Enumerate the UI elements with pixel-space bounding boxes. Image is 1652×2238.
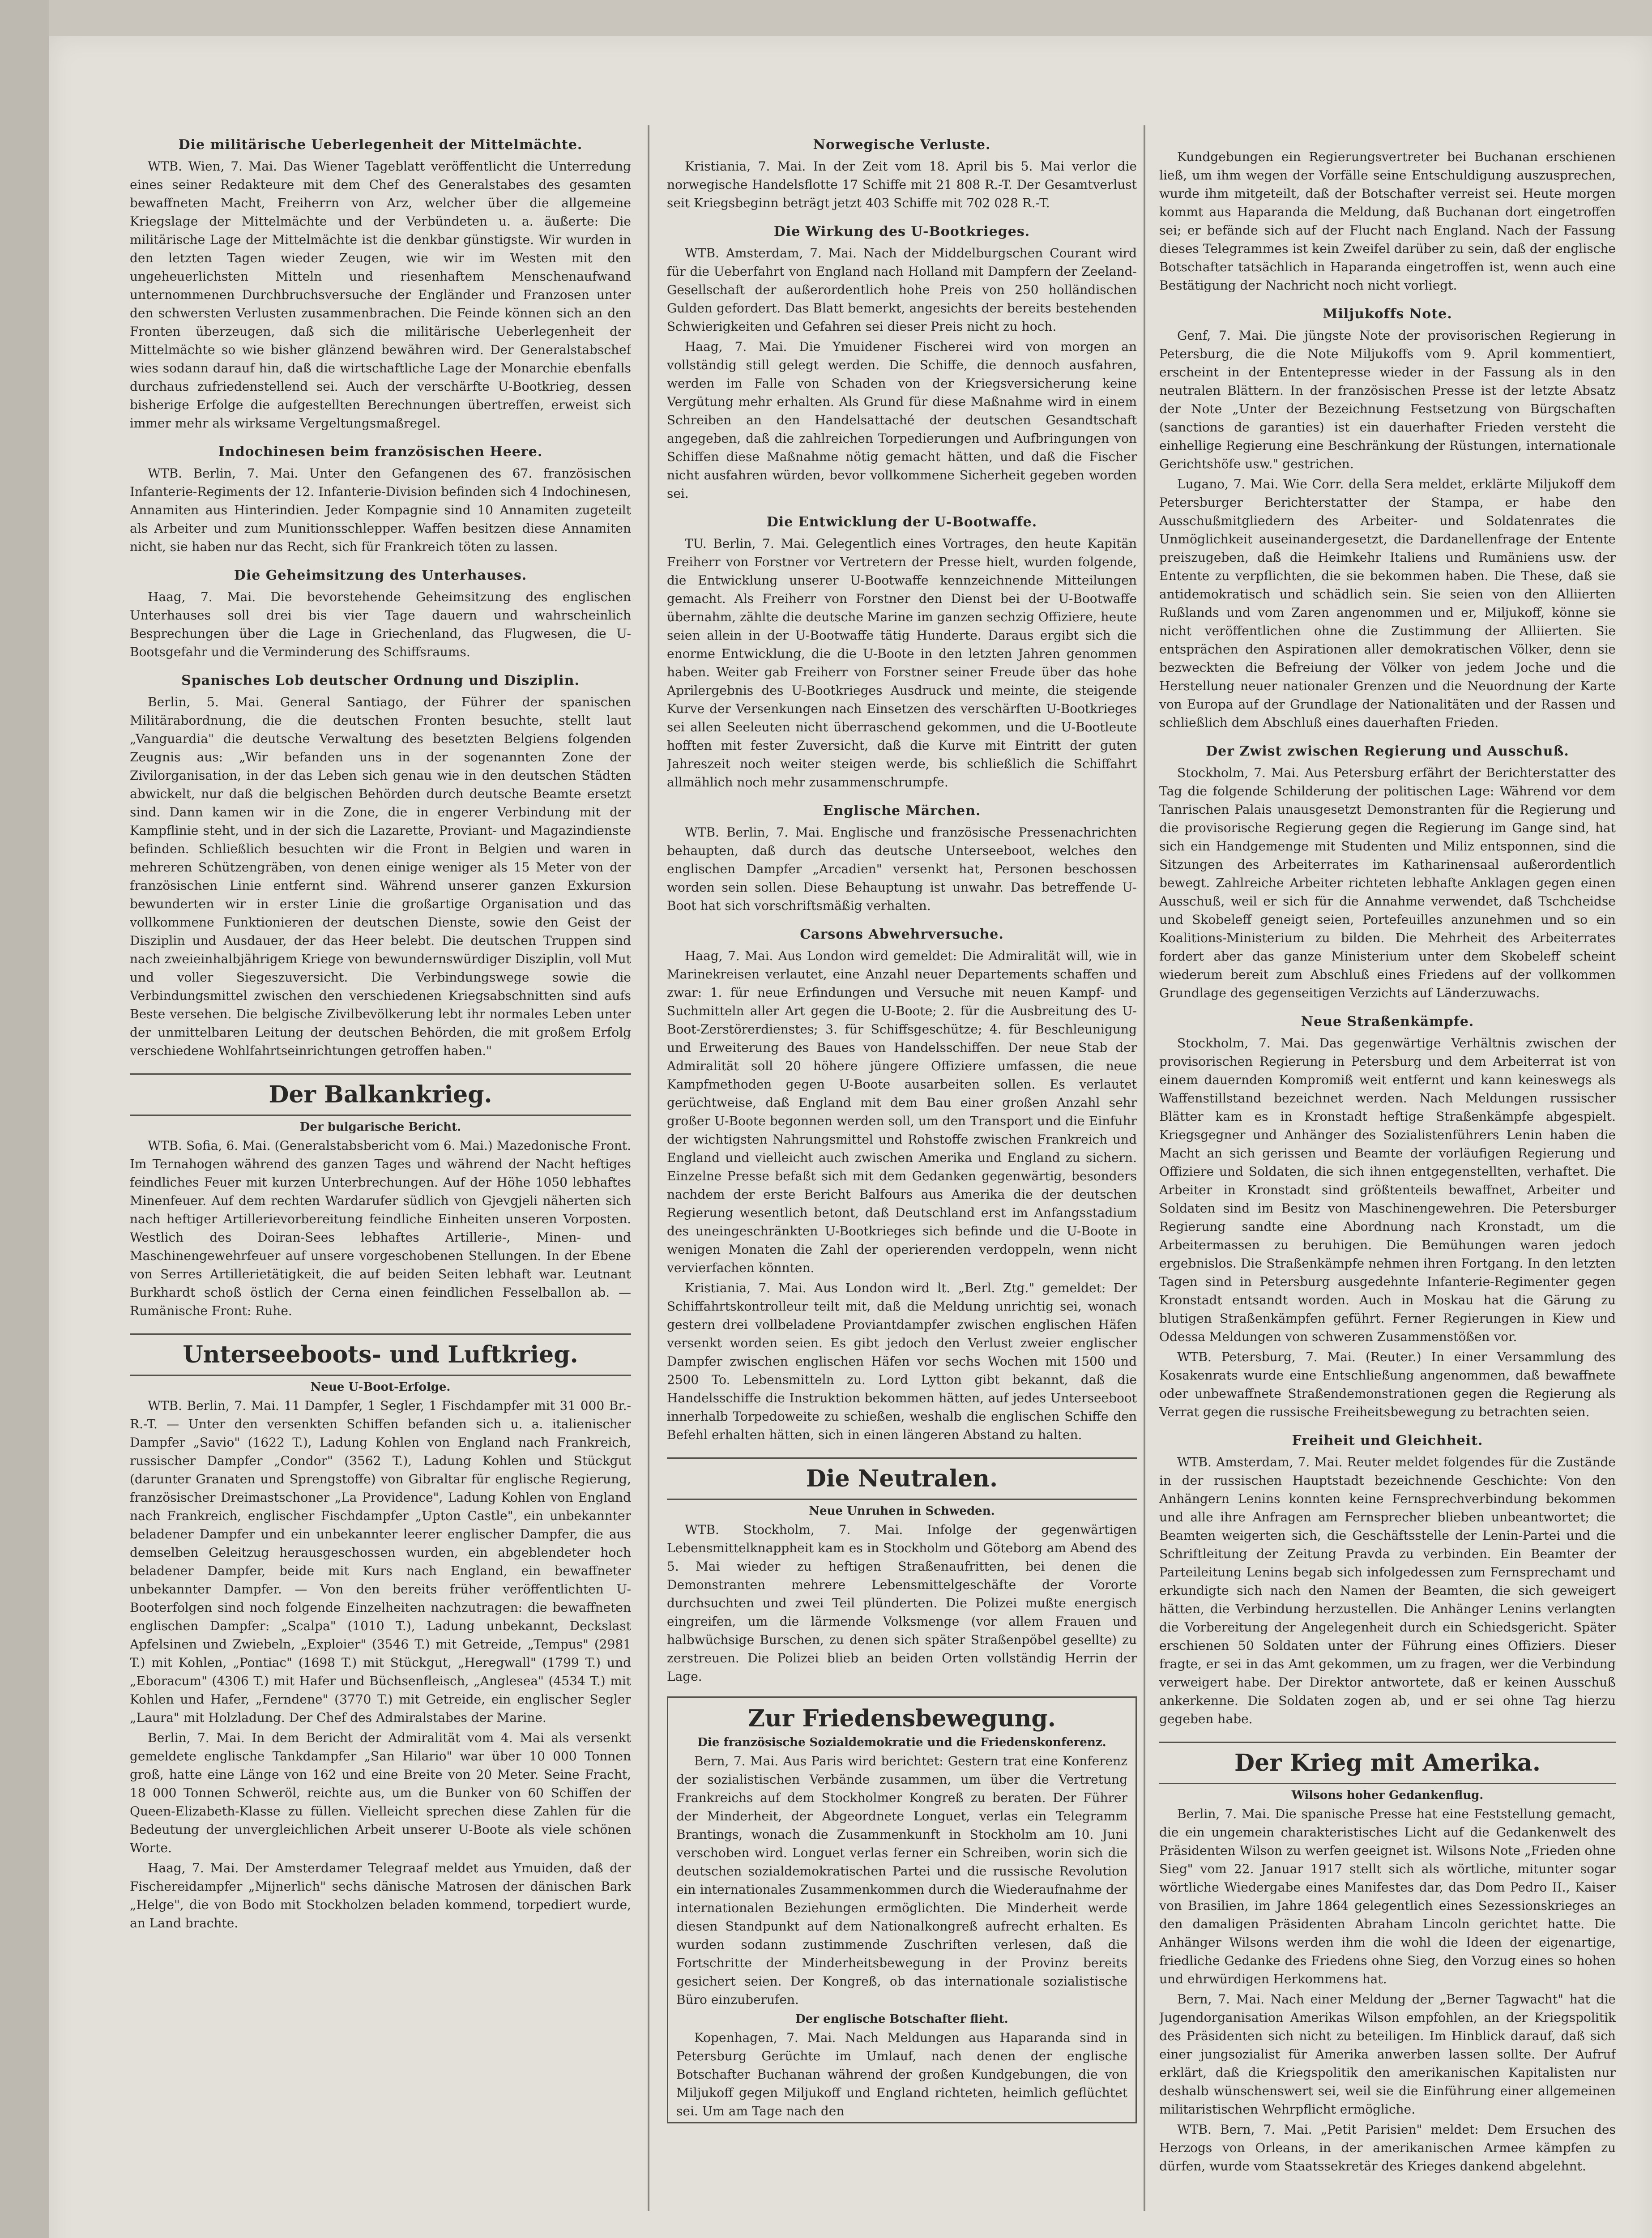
article-heading: Wilsons hoher Gedankenflug. (1291, 1789, 1484, 1802)
article-text: Berlin, 7. Mai. In dem Bericht der Admiralität vom 4. Mai als versenkt gemeldete englische Tankdampfer „San Hilario" war über 10 000 Tonnen groß, hatte eine Länge von 162 und eine Breite von 20 Meter. Seine Fracht, 18 000 Tonnen Schweröl, reichte aus, um die Bunker von 60 Schiffen der Queen-Elizabeth-Klasse zu füllen. Vielleicht sprechen diese Zahlen für die Bedeutung der unvergleichlichen Arbeit unserer U-Boote als viele schönen Worte. (130, 1730, 631, 1855)
article-text: Genf, 7. Mai. Die jüngste Note der provisorischen Regierung in Petersburg, die die Note Miljukoffs vom 9. April kommentiert, erscheint in der Ententepresse wieder in der Fassung als in den neutralen Blättern. In der französischen Presse ist der letzte Absatz der Note „Unter der Bezeichnung Festsetzung von Bürgschaften (sanctions de garanties) ist ein dauerhafter Frieden versteht die einhellige Regierung eine Beschränkung der Rüstungen, internationale Gerichtshöfe usw." gestrichen. (1159, 328, 1616, 471)
article-text: WTB. Berlin, 7. Mai. Englische und französische Pressenachrichten behaupten, daß durch das deutsche Unterseeboot, welches den englischen Dampfer „Arcadien" versenkt hat, Personen beschossen worden sein sollen. Diese Behauptung ist unwahr. Das betreffende U-Boot hat sich vorschriftsmäßig verhalten. (667, 825, 1137, 913)
article-heading: Miljukoffs Note. (1323, 306, 1452, 322)
article-text: WTB. Wien, 7. Mai. Das Wiener Tageblatt veröffentlicht die Unterredung eines seiner Redakteure mit dem Chef des Generalstabes des gesamten bewaffneten Macht, Freiherrn von Arz, welcher über die allgemeine Kriegslage der Mittelmächte und der Verbündeten u. a. äußerte: Die militärische Lage der Mittelmächte ist die denkbar günstigste. Wir wurden in den letzten Tagen wieder Zeugen, wie wir im Westen mit den ungeheuerlichsten Mitteln und riesenhaftem Menschenaufwand unternommenen Durchbruchsversuche der Engländer und Franzosen unter den schwersten Verlusten zusammenbrachen. Die Feinde können sich an den Fronten überzeugen, daß sich die militärische Ueberlegenheit der Mittelmächte so wie bisher glänzend bewähren wird. Der Generalstabschef wies sodann darauf hin, daß die wirtschaftliche Lage der Monarchie ebenfalls durchaus zufriedenstellend sei. Auch der verschärfte U-Bootkrieg, dessen bisherige Erfolge die aufgestellten Berechnungen übertreffen, erweist sich immer mehr als wirksame Vergeltungsmaßregel. (130, 159, 631, 431)
section-title: Die Neutralen. (667, 1457, 1137, 1500)
article-heading: Neue Unruhen in Schweden. (809, 1504, 995, 1518)
article-text: Haag, 7. Mai. Die bevorstehende Geheimsitzung des englischen Unterhauses soll drei bis vier Tage dauern und wahrscheinlich Besprechungen über die Lage in Griechenland, das Flugwesen, die U-Bootsgefahr und die Verminderung des Schiffsraums. (130, 589, 631, 659)
article-text: Bern, 7. Mai. Aus Paris wird berichtet: Gestern trat eine Konferenz der sozialistischen Verbände zusammen, um über die Vertretung Frankreichs auf dem Stockholmer Kongreß zu beraten. Der Führer der Minderheit, der Abgeordnete Longuet, verlas ein Telegramm Brantings, wonach die Zusammenkunft in Stockholm am 10. Juni verschoben wird. Longuet verlas ferner ein Schreiben, worin sich die deutschen sozialdemokratischen Partei und die russische Revolution ein internationales Zusammenkommen durch die Wiederaufnahme der internationalen Beziehungen ermöglichten. Die Minderheit werde diesen Standpunkt auf dem Nationalkongreß aufrecht erhalten. Es wurden sodann zustimmende Zuschriften verlesen, daß die Fortschritte der Minderheitsbewegung in der Provinz bereits gesichert seien. Der Kongreß, ob das internationale sozialistische Büro einzuberufen. (676, 1754, 1127, 2007)
section-title: Der Balkankrieg. (130, 1073, 631, 1116)
article-text: Lugano, 7. Mai. Wie Corr. della Sera meldet, erklärte Miljukoff dem Petersburger Berichterstatter der Stampa, er habe den Ausschußmitgliedern des Arbeiter- und Soldatenrates die Unmöglichkeit auseinandergesetzt, die Dardanellenfrage der Entente preiszugeben, daß die Heimkehr Italiens und Rumäniens usw. der Entente zu verpflichten, die sie bekommen haben. Die These, daß sie antidemokratisch und schädlich sein. Sie seien von den Alliierten Rußlands und vom Zaren angenommen und er, Miljukoff, könne sie nicht veröffentlichen ohne die Zustimmung der Alliierten. Sie entsprächen den Aspirationen aller demokratischen Völker, denn sie bezweckten die Befreiung der Völker von jedem Joche und die Herstellung neuer nationaler Grenzen und die Neuordnung der Karte von Europa auf der Grundlage der Nationalitäten und der Rassen und schließlich dem Abschluß eines dauerhaften Frieden. (1159, 477, 1616, 730)
article-text: Haag, 7. Mai. Der Amsterdamer Telegraaf meldet aus Ymuiden, daß der Fischereidampfer „Mijnerlich" sechs dänische Matrosen der dänischen Bark „Helge", die von Bodo mit Stockholzen beladen kommend, torpediert wurde, an Land brachte. (130, 1861, 631, 1930)
article-heading: Die militärische Ueberlegenheit der Mittelmächte. (178, 137, 583, 153)
boxed-section (667, 1696, 1137, 2123)
article-text: Haag, 7. Mai. Aus London wird gemeldet: Die Admiralität will, wie in Marinekreisen verlautet, eine Anzahl neuer Departements schaffen und zwar: 1. für neue Erfindungen und Versuche mit neuen Kampf- und Suchmitteln aller Art gegen die U-Boote; 2. für die Ausbreitung des U-Boot-Zerstörerdienstes; 3. für Schiffsgeschütze; 4. für Beschleunigung und Erweiterung des Baues von Handelsschiffen. Der neue Stab der Admiralität soll 20 höhere jüngere Offiziere umfassen, die neue Kampfmethoden gegen U-Boote ausarbeiten sollen. Es verlautet gerüchtweise, daß England mit dem Bau einer großen Anzahl sehr großer U-Boote begonnen werden soll, um den Transport und die Einfuhr der wichtigsten Nahrungsmittel und Rohstoffe zwischen Frankreich und England und vielleicht auch zwischen Amerika und England zu sichern. Einzelne Presse befaßt sich mit dem Gedanken gegenwärtig, besonders nachdem der erste Bericht Balfours aus Amerika die der deutschen Regierung wesentlich betont, daß Deutschland erst im Anfangsstadium des uneingeschränkten U-Bootkrieges sich befinde und die U-Boote in wenigen Monaten die Zahl der operierenden verdoppeln, wenn nicht vervierfachen könnten. (667, 948, 1137, 1275)
article-text: TU. Berlin, 7. Mai. Gelegentlich eines Vortrages, den heute Kapitän Freiherr von Forstner vor Vertretern der Presse hielt, wurden folgende, die Entwicklung unserer U-Bootwaffe kennzeichnende Mitteilungen gemacht. Als Freiherr von Forstner den Dienst bei der U-Bootwaffe übernahm, zählte die deutsche Marine im ganzen sechzig Offiziere, heute seien allein in der U-Bootwaffe tätig Hunderte. Daraus ergibt sich die enorme Entwicklung, die die U-Boote in den letzten Jahren genommen haben. Weiter gab Freiherr von Forstner seiner Freude über das hohe Aprilergebnis des U-Bootkrieges Ausdruck und meinte, die steigende Kurve der Versenkungen nach Einsetzen des verschärften U-Bootkrieges sei allen Seeleuten nicht überraschend gekommen, und die U-Bootleute hofften mit fester Zuversicht, daß die Kurve mit Eintritt der guten Jahreszeit noch weiter steigen werde, bis schließlich die Schiffahrt allmählich noch mehr zusammenschrumpfe. (667, 536, 1137, 790)
article-heading: Freiheit und Gleichheit. (1292, 1433, 1483, 1448)
article-heading: Der Zwist zwischen Regierung und Ausschuß. (1206, 743, 1569, 759)
article-heading: Spanisches Lob deutscher Ordnung und Disziplin. (181, 673, 580, 688)
section-title: Unterseeboots- und Luftkrieg. (130, 1333, 631, 1376)
article-text: WTB. Berlin, 7. Mai. Unter den Gefangenen des 67. französischen Infanterie-Regiments der 12. Infanterie-Division befinden sich 4 Indochinesen, Annamiten aus Hinterindien. Jeder Kompagnie sind 10 Annamiten zugeteilt als Arbeiter und zum Munitionsschlepper. Waffen besitzen diese Annamiten nicht, sie haben nur das Recht, sich für Frankreich töten zu lassen. (130, 466, 631, 554)
article-text: Kopenhagen, 7. Mai. Nach Meldungen aus Haparanda sind in Petersburg Gerüchte im Umlauf, nach denen der englische Botschafter Buchanan während der großen Kundgebungen, die von Miljukoff gegen Miljukoff und England richteten, heimlich geflüchtet sei. Um am Tage nach den (676, 2030, 1127, 2118)
article-text: WTB. Petersburg, 7. Mai. (Reuter.) In einer Versammlung des Kosakenrats wurde eine Entschließung angenommen, daß bewaffnete oder unbewaffnete Straßendemonstrationen gegen die Regierung als Verrat gegen die russische Freiheitsbewegung zu betrachten seien. (1159, 1350, 1616, 1419)
article-heading: Die Geheimsitzung des Unterhauses. (234, 568, 527, 583)
scan-border-left (0, 0, 49, 2238)
article-heading: Neue Straßenkämpfe. (1301, 1014, 1474, 1029)
article-text: Haag, 7. Mai. Die Ymuidener Fischerei wird von morgen an vollständig still gelegt werden. Die Schiffe, die dennoch ausfahren, werden im Falle von Schaden von der Kriegsversicherung keine Vergütung mehr erhalten. Als Grund für diese Maßnahme wird in einem Schreiben an den Handelsattaché der deutschen Gesandtschaft angegeben, daß die zahlreichen Torpedierungen und Aufbringungen von Schiffen diese Maßnahme nötig gemacht hätten, und daß die Fischer nicht ausfahren würden, bevor vollkommene Sicherheit gegeben worden sei. (667, 339, 1137, 501)
column-left (130, 125, 631, 2211)
article-text: Berlin, 7. Mai. Die spanische Presse hat eine Feststellung gemacht, die ein ungemein charakteristisches Licht auf die Gedankenwelt des Präsidenten Wilson zu werfen geeignet ist. Wilsons Note „Frieden ohne Sieg" vom 22. Januar 1917 stellt sich als wörtliche, mitunter sogar wörtliche Wiedergabe eines Manifestes dar, das Dom Pedro II., Kaiser von Brasilien, im Jahre 1864 gelegentlich eines Sezessionskrieges an den damaligen Präsidenten Abraham Lincoln gerichtet hatte. Die Anhänger Wilsons werden ihm die wohl die Ideen der eigenartige, friedliche Gedanke des Friedens ohne Sieg, den Vorzug eines so hohen und ehrwürdigen Herkommens hat. (1159, 1807, 1616, 1986)
article-heading: Carsons Abwehrversuche. (800, 927, 1004, 942)
article-heading: Die französische Sozialdemokratie und die Friedenskonferenz. (697, 1736, 1106, 1749)
article-text: WTB. Stockholm, 7. Mai. Infolge der gegenwärtigen Lebensmittelknappheit kam es in Stockholm und Göteborg am Abend des 5. Mai wieder zu heftigen Straßenaufritten, bei denen die Demonstranten mehrere Lebensmittelgeschäfte der Vororte durchsuchten und zwei Teil plünderten. Die Polizei mußte energisch eingreifen, um die lärmende Volksmenge (vor allem Frauen und halbwüchsige Burschen, zu denen sich später Straßenpöbel gesellte) zu zerstreuen. Die Polizei blieb an beiden Orten vollständig Herrin der Lage. (667, 1522, 1137, 1684)
article-text: WTB. Amsterdam, 7. Mai. Reuter meldet folgendes für die Zustände in der russischen Hauptstadt bezeichnende Geschichte: Von den Anhängern Lenins konnten keine Fernsprechverbindung bekommen und alle ihre Anfragen am Fernsprecher blieben unbeantwortet; die Beamten weigerten sich, die Geschäftsstelle der Lenin-Partei und die Schriftleitung der Zeitung Pravda zu verbinden. Ein Beamter der Parteileitung Lenins begab sich infolgedessen zum Fernsprechamt und erkundigte sich nach den Namen der Beamten, die sich geweigert hätten, die Verbindung herzustellen. Die Anhänger Lenins verlangten die Vorbereitung der Angelegenheit durch ein Schiedsgericht. Später erschienen 50 Soldaten unter der Führung eines Offiziers. Dieser fragte, er sei in das Amt gekommen, um zu fragen, wer die Verbindung verweigert habe. Der Direktor antwortete, daß er keinen Ausschuß ankerkenne. Die Soldaten zogen ab, und er sei ohne Tag hierzu gegeben habe. (1159, 1455, 1616, 1726)
article-text: WTB. Berlin, 7. Mai. 11 Dampfer, 1 Segler, 1 Fischdampfer mit 31 000 Br.-R.-T. — Unter den versenkten Schiffen befanden sich u. a. italienischer Dampfer „Savio" (1622 T.), Ladung Kohlen von England nach Frankreich, russischer Dampfer „Condor" (3562 T.), Ladung Kohlen und Stückgut (darunter Granaten und Sprengstoffe) von Gibraltar für englische Regierung, französischer Dreimastschoner „La Providence", Ladung Kohlen von England nach Frankreich, englischer Fischdampfer „Upton Castle", ein unbekannter beladener Dampfer und ein unbekannter leerer englischer Dampfer, die aus demselben Geleitzug herausgeschossen wurden, ein abgeblendeter hoch beladener Dampfer, beide mit Kurs nach England, ein bewaffneter unbekannter Dampfer. — Von den bereits früher veröffentlichten U-Booterfolgen sind noch folgende Einzelheiten nachzutragen: die bewaffneten englischen Dampfer: „Scalpa" (1010 T.), Ladung unbekannt, Deckslast Apfelsinen und Zwiebeln, „Exploier" (3546 T.) mit Getreide, „Tempus" (2981 T.) mit Kohlen, „Pontiac" (1698 T.) mit Stückgut, „Heregwall" (1799 T.) und „Eboracum" (4306 T.) mit Hafer und Büchsenfleisch, „Anglesea" (4534 T.) mit Kohlen und Hafer, „Ferndene" (3770 T.) mit Getreide, ein englischer Segler „Laura" mit Holzladung. Der Chef des Admiralstabes der Marine. (130, 1398, 631, 1725)
article-text: WTB. Amsterdam, 7. Mai. Nach der Middelburgschen Courant wird für die Ueberfahrt von England nach Holland mit Dampfern der Zeeland-Gesellschaft der außerordentlich hohe Preis von 250 holländischen Gulden gefordert. Das Blatt bemerkt, angesichts der bereits bestehenden Schwierigkeiten und Gefahren sei dieser Preis nicht zu hoch. (667, 246, 1137, 334)
scan-border-top (0, 0, 1652, 36)
article-text: Stockholm, 7. Mai. Das gegenwärtige Verhältnis zwischen der provisorischen Regierung in Petersburg und dem Arbeiterrat ist von einem dauernden Kompromiß weit entfernt und kann keineswegs als Waffenstillstand bezeichnet werden. Nach Meldungen russischer Blätter kam es in Kronstadt heftige Straßenkämpfe abgespielt. Kriegsgegner und Anhänger des Sozialistenführers Lenin haben die Macht an sich gerissen und Beamte der vorläufigen Regierung und Offiziere und Soldaten, die sich ihnen entgegenstellten, verhaftet. Die Arbeiter in Kronstadt sind größtenteils bewaffnet, Arbeiter und Soldaten sind im Besitz von Maschinengewehren. Die Petersburger Regierung sandte eine Abordnung nach Kronstadt, um die Arbeitermassen zu beruhigen. Die Bemühungen waren jedoch ergebnislos. Die Straßenkämpfe nehmen ihren Fortgang. In den letzten Tagen sind in Petersburg ausgedehnte Infanterie-Regimenter gegen Kronstadt entsandt worden. Auch in Moskau hat die Gärung zu blutigen Straßenkämpfen geführt. Ferner Regierungen in Kiew und Odessa Meldungen von schweren Zusammenstößen vor. (1159, 1036, 1616, 1344)
article-text: Kristiania, 7. Mai. Aus London wird lt. „Berl. Ztg." gemeldet: Der Schiffahrtskontrolleur teilt mit, daß die Meldung unrichtig sei, wonach gestern drei vollbeladene Proviantdampfer zwischen englischen Häfen versenkt worden seien. Es gibt jedoch den Verlust zweier englischer Dampfer zwischen englischen Häfen vor sechs Wochen mit 1500 und 2500 To. Lebensmitteln zu. Lord Lytton gibt bekannt, daß die Handelsschiffe die Instruktion bekommen hätten, auf jedes Unterseeboot innerhalb Torpedoweite zu schießen, weshalb die englischen Schiffe den Befehl erhalten hätten, sich in einen längeren Abstand zu halten. (667, 1281, 1137, 1442)
column-rule (1144, 125, 1145, 2211)
section-title: Der Krieg mit Amerika. (1159, 1742, 1616, 1784)
article-text: Kristiania, 7. Mai. In der Zeit vom 18. April bis 5. Mai verlor die norwegische Handelsflotte 17 Schiffe mit 21 808 R.-T. Der Gesamtverlust seit Kriegsbeginn beträgt jetzt 403 Schiffe mit 702 028 R.-T. (667, 159, 1137, 210)
article-text: Berlin, 5. Mai. General Santiago, der Führer der spanischen Militärabordnung, die die deutschen Fronten besuchte, stellt laut „Vanguardia" die deutsche Verwaltung des besetzten Belgiens folgenden Zeugnis aus: „Wir befanden uns in der sogenannten Zone der Zivilorganisation, in der das Leben sich genau wie in den deutschen Städten abwickelt, nur daß die belgischen Behörden durch deutsche Beamte ersetzt sind. Dann kamen wir in die Zone, die in engerer Verbindung mit der Kampflinie steht, und in der sich die Lazarette, Proviant- und Magazindienste befinden. Schließlich besuchten wir die Front in Belgien und waren in mehreren Schützengräben, von denen einige weniger als 15 Meter von der französischen Linie entfernt sind. Während unserer ganzen Exkursion bewunderten wir in erster Linie die großartige Organisation und das vollkommene Funktionieren der deutschen Dienste, sowie den Geist der Disziplin und Ausdauer, der das Heer belebt. Die deutschen Truppen sind nach zweieinhalbjährigem Kriege von bewundernswürdiger Disziplin, voll Mut und voller Siegeszuversicht. Die Verbindungswege sowie die Verbindungsmittel zwischen den verschiedenen Kriegsabschnitten sind aufs Beste versehen. Die belgische Zivilbevölkerung lebt ihr normales Leben unter der unmittelbaren Leitung der deutschen Behörden, die mit großem Erfolg verschiedene Wohlfahrtseinrichtungen getroffen haben." (130, 695, 631, 1058)
article-heading: Norwegische Verluste. (813, 137, 991, 153)
article-text: Kundgebungen ein Regierungsvertreter bei Buchanan erschienen ließ, um ihm wegen der Vorfälle seine Entschuldigung auszusprechen, wurde ihm mitgeteilt, daß der Botschafter verreist sei. Heute morgen kommt aus Haparanda die Meldung, daß Buchanan dort eingetroffen sei; er befände sich auf der Flucht nach England. Nach der Fassung dieses Telegrammes ist kein Zweifel darüber zu sein, daß der englische Botschafter tatsächlich in Haparanda eingetroffen ist, wenn auch eine Bestätigung der Nachricht noch nicht vorliegt. (1159, 149, 1616, 293)
article-heading: Die Entwicklung der U-Bootwaffe. (766, 514, 1037, 530)
article-heading: Der englische Botschafter flieht. (795, 2012, 1008, 2026)
article-heading: Die Wirkung des U-Bootkrieges. (773, 224, 1030, 239)
article-heading: Englische Märchen. (823, 803, 981, 819)
section-title: Zur Friedensbewegung. (748, 1705, 1056, 1732)
article-heading: Der bulgarische Bericht. (299, 1120, 461, 1134)
column-rule (648, 125, 649, 2211)
article-text: Bern, 7. Mai. Nach einer Meldung der „Berner Tagwacht" hat die Jugendorganisation Amerikas Wilson empfohlen, an der Kriegspolitik des Präsidenten sich nicht zu beteiligen. Im Hinblick darauf, daß sich einer jungsozialist für Amerika anwerben lassen sollte. Der Aufruf erklärt, daß die Kriegspolitik den amerikanischen Kapitalisten nur deshalb wünschenswert sei, weil sie die Einführung einer allgemeinen militaristischen Wehrpflicht ermögliche. (1159, 1992, 1616, 2117)
article-text: Stockholm, 7. Mai. Aus Petersburg erfährt der Berichterstatter des Tag die folgende Schilderung der politischen Lage: Während vor dem Tanrischen Palais unausgesetzt Demonstranten für die Regierung und die provisorische Regierung gegen die Regierung im Gange sind, hat sich ein Handgemenge mit Studenten und Miliz entsponnen, sind die Sitzungen des Arbeiterrates im Katharinensaal außerordentlich bewegt. Zahlreiche Arbeiter richteten lebhafte Anklagen gegen einen Ausschuß, weil er sich für die Annahme verwendet, daß Tschcheidse und Skobeleff geneigt seien, Portefeuilles anzunehmen und so ein Koalitions-Ministerium zu bilden. Die Mehrheit des Arbeiterrates fordert aber das ganze Ministerium unter dem Skobeleff scheint wiederum bereit zum Abschluß eines Friedens auf der vollkommen Grundlage des gegenseitigen Verzichts auf Länderzuwachs. (1159, 765, 1616, 1000)
column-middle (667, 125, 1137, 2211)
article-heading: Neue U-Boot-Erfolge. (310, 1380, 451, 1394)
article-text: WTB. Bern, 7. Mai. „Petit Parisien" meldet: Dem Ersuchen des Herzogs von Orleans, in der amerikanischen Armee kämpfen zu dürfen, wurde vom Staatssekretär des Krieges dankend abgelehnt. (1159, 2122, 1616, 2174)
article-heading: Indochinesen beim französischen Heere. (218, 444, 543, 460)
column-right (1159, 148, 1616, 2211)
article-text: WTB. Sofia, 6. Mai. (Generalstabsbericht vom 6. Mai.) Mazedonische Front. Im Ternahogen während des ganzen Tages und während der Nacht heftiges feindliches Feuer mit kurzen Unterbrechungen. Auf der Höhe 1050 lebhaftes Minenfeuer. Auf dem rechten Wardarufer südlich von Gjevgjeli näherten sich nach heftiger Artillerievorbereitung feindliche Einheiten unseren Vorposten. Westlich des Doiran-Sees lebhaftes Artillerie-, Minen- und Maschinengewehrfeuer auf unsere vorgeschobenen Stellungen. In der Ebene von Serres Artillerietätigkeit, die auf beiden Seiten lebhaft war. Leutnant Burkhardt schoß östlich der Cerna einen feindlichen Fesselballon ab. — Rumänische Front: Ruhe. (130, 1138, 631, 1318)
